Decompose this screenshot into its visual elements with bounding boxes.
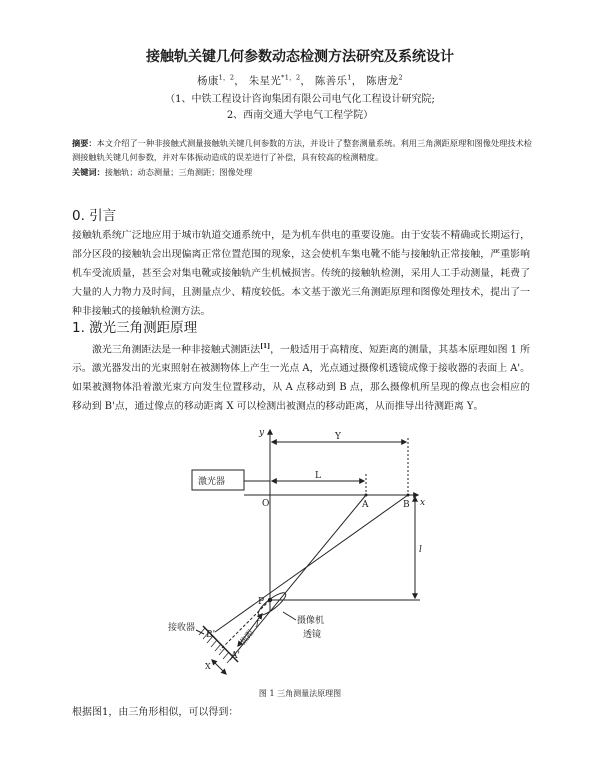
affiliation-1: （1、中铁工程设计咨询集团有限公司电气化工程设计研究院; (165, 94, 435, 105)
point-A (365, 494, 368, 497)
author-2: 朱星光$^{*1,2}$， (248, 73, 312, 87)
author-3: 陈善乐$^1$， (314, 73, 363, 87)
affiliation-2: 2、西南交通大学电气工程学院） (226, 110, 374, 121)
label-camera: 摄像机 (297, 616, 325, 626)
author-4: 陈唐龙$^2$ (366, 73, 403, 87)
citation-ref[interactable]: [1] (260, 343, 271, 350)
label-laser: 激光器 (198, 477, 226, 487)
label-A-prime: A' (231, 651, 240, 661)
abstract-label: 摘要： (72, 138, 97, 148)
label-P: P (258, 597, 265, 607)
label-f: f (256, 618, 260, 628)
label-X: X (205, 662, 211, 671)
label-Y: Y (335, 432, 341, 442)
label-receiver: 接收器 (168, 623, 196, 633)
point-P (268, 598, 272, 602)
figure-caption: 图 1 三角测量法原理图 (258, 689, 342, 698)
label-y-axis: y (259, 428, 265, 438)
label-lens: 透镜 (303, 630, 322, 640)
section-heading-intro: 0. 引言 (72, 208, 117, 224)
paper-title: 接触轨关键几何参数动态检测方法研究及系统设计 (146, 49, 454, 65)
point-B (407, 494, 410, 497)
label-focal: 焦距 (238, 628, 256, 647)
label-x-axis: x (420, 498, 426, 508)
dimension-X (212, 660, 226, 674)
section-heading-principle: 1. 激光三角测距原理 (72, 320, 198, 336)
label-B: B (403, 500, 410, 510)
label-A: A (362, 500, 369, 510)
abstract-text: 本文介绍了一种非接触式测量接触轨关键几何参数的方法，并设计了整套测量系统。利用三角测距原理和图像处理技术检测接触轨关键几何参数，并对车体振动造成的误差进行了补偿，具有较高的检测精度。 (72, 138, 532, 162)
principle-paragraph: 激光三角测距法是一种非接触式测距法[1]，一般适用于高精度、短距离的测量，其基本原理如图 1 所示。激光器发出的光束照射在被测物体上产生一光点 A，光点通过摄像机透镜成像于接收器的表面上 A'。如果被测物体沿着激光束方向发生位置移动，从 A 点移动到 B 点，那么摄像机所呈现的像点也会相应的移动到 B'点，通过像点的移动距离 X 可以检测出被测点的移动距离，从而推导出待测距离 Y。 (72, 343, 530, 413)
label-L: L (315, 471, 321, 481)
label-l: l (419, 545, 422, 555)
ray-B (215, 495, 408, 632)
after-figure-text: 根据图1，由三角形相似，可以得到： (72, 707, 239, 718)
keywords-label: 关键词： (72, 167, 105, 177)
label-B-prime: B' (206, 630, 216, 640)
label-O: O (262, 499, 270, 509)
author-1: 杨康$^{1,2}$， (197, 73, 246, 87)
keywords-text: 接触轨；动态测量；三角测距；图像处理 (104, 167, 253, 177)
intro-paragraph: 接触轨系统广泛地应用于城市轨道交通系统中，是为机车供电的重要设施。由于安装不精确或长期运行，部分区段的接触轨会出现偏离正常位置范围的现象，这会使机车集电靴不能与接触轨正常接触，严重影响机车受流质量，甚至会对集电靴或接触轨产生机械损害。传统的接触轨检测，采用人工手动测量，耗费了大量的人力物力及时间，且测量点少、精度较低。本文基于激光三角测距原理和图像处理技术，提出了一种非接触式的接触轨检测方法。 (72, 230, 530, 317)
